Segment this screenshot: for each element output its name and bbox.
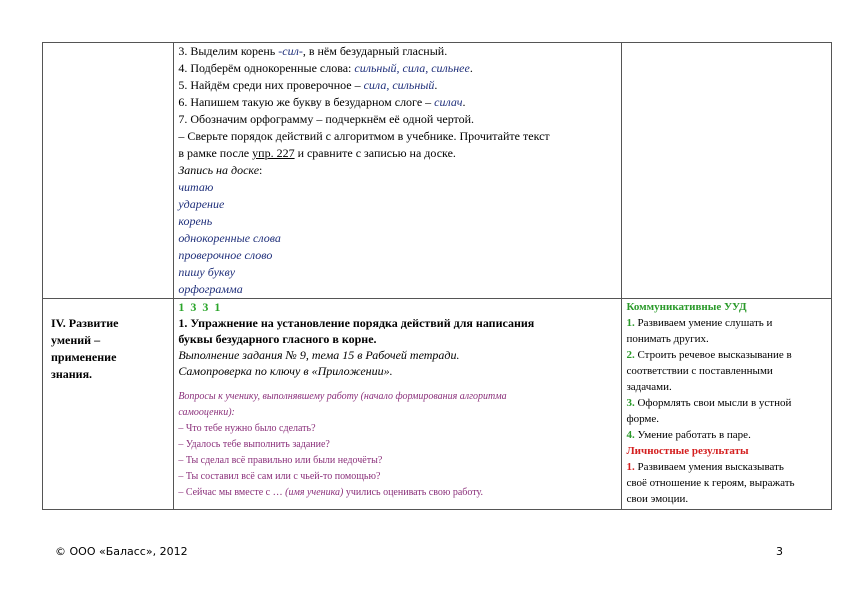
step-text: -сил- [278, 44, 303, 58]
board-item: пишу букву [178, 265, 236, 279]
item-text: форме. [626, 413, 660, 425]
step-line [178, 94, 617, 111]
task-title-line: буквы безударного гласного в корне. [178, 332, 377, 346]
step-text: . [462, 95, 466, 109]
step-text: 6. Напишем такую же букву в безударном слоге – [178, 95, 435, 109]
result-item [626, 395, 827, 427]
step-line [178, 145, 617, 162]
personal-results-list [626, 459, 827, 507]
result-line [626, 491, 827, 507]
result-line [626, 395, 827, 411]
item-text: Развиваем умение слушать и [634, 317, 773, 329]
result-line [626, 363, 827, 379]
item-text: соответствии с поставленными [626, 365, 773, 377]
lesson-table [42, 42, 832, 510]
step-text: . [434, 78, 438, 92]
stage-title [47, 299, 169, 383]
task-number: 3 [190, 300, 197, 314]
questions-block [178, 389, 617, 501]
table-row [43, 299, 832, 510]
task-desc-line: Выполнение задания № 9, тема 15 в Рабочей тетради. [178, 348, 460, 362]
item-number: 2. [626, 349, 635, 361]
uud-list [626, 315, 827, 443]
questions-intro-line: самооценки): [178, 407, 235, 418]
stage-line: знания. [51, 367, 93, 381]
step-text: сила, сильный [363, 78, 435, 92]
result-item [626, 459, 827, 507]
page-number: 3 [776, 545, 783, 558]
step-text: 5. Найдём среди них проверочное – [178, 78, 364, 92]
result-line [626, 427, 827, 443]
personal-results-title: Личностные результаты [626, 445, 749, 457]
step-text: , в нём безударный гласный. [302, 44, 448, 58]
step-text: упр. 227 [252, 146, 295, 160]
item-number: 1. [626, 461, 635, 473]
result-line [626, 411, 827, 427]
board-record-list [178, 179, 617, 298]
item-text: Оформлять свои мысли в устной [634, 397, 792, 409]
stage-cell [43, 43, 174, 299]
question-line: – Ты составил всё сам или с чьей-то помощью? [178, 471, 381, 482]
step-line [178, 128, 617, 145]
question-line [178, 485, 617, 501]
stage-line: умений – [51, 333, 101, 347]
step-text: сильный, сила, сильнее [354, 61, 470, 75]
result-item [626, 427, 827, 443]
student-name-placeholder: (имя ученика) [285, 487, 344, 498]
stage-cell [43, 299, 174, 510]
questions-intro [178, 389, 617, 421]
step-text: 3. Выделим корень [178, 44, 279, 58]
step-text: в рамке после [178, 146, 253, 160]
content-cell [174, 299, 622, 510]
task-description [178, 347, 617, 379]
questions-list [178, 421, 617, 485]
table-row [43, 43, 832, 299]
step-text: . [469, 61, 473, 75]
question-part: учились оценивать свою работу. [343, 487, 483, 498]
task-number: 1 [214, 300, 221, 314]
result-line [626, 315, 827, 331]
item-text: Строить речевое высказывание в [634, 349, 792, 361]
result-item [626, 315, 827, 347]
item-text: своё отношение к героям, выражать [626, 477, 795, 489]
stage-line: применение [51, 350, 117, 364]
task-title-line: 1. Упражнение на установление порядка действий для написания [178, 316, 535, 330]
item-number: 1. [626, 317, 635, 329]
item-text: задачами. [626, 381, 672, 393]
step-text: силач [434, 95, 463, 109]
result-item [626, 347, 827, 395]
item-text: Умение работать в паре. [634, 429, 751, 441]
result-line [626, 331, 827, 347]
item-text: Развиваем умения высказывать [634, 461, 784, 473]
copyright-footer: © ООО «Баласс», 2012 [55, 545, 188, 558]
content-cell [174, 43, 622, 299]
step-text: и сравните с записью на доске. [294, 146, 456, 160]
result-line [626, 379, 827, 395]
step-text: – Сверьте порядок действий с алгоритмом в учебнике. Прочитайте текст [178, 129, 550, 143]
question-line: – Что тебе нужно было сделать? [178, 423, 316, 434]
task-number: 3 [202, 300, 209, 314]
step-text: 7. Обозначим орфограмму – подчеркнём её одной чертой. [178, 112, 475, 126]
step-text: : [259, 163, 263, 177]
item-text: понимать других. [626, 333, 709, 345]
board-item: однокоренные слова [178, 231, 281, 245]
uud-cell [622, 299, 832, 510]
uud-title: Коммуникативные УУД [626, 301, 747, 313]
task-numbers [178, 299, 617, 315]
algorithm-steps [178, 43, 617, 179]
questions-intro-line: Вопросы к ученику, выполнявшему работу (начало формирования алгоритма [178, 391, 507, 402]
item-text: свои эмоции. [626, 493, 689, 505]
question-line: – Удалось тебе выполнить задание? [178, 439, 330, 450]
board-item: корень [178, 214, 213, 228]
task-desc-line: Самопроверка по ключу в «Приложении». [178, 364, 393, 378]
step-line [178, 162, 617, 179]
question-line: – Ты сделал всё правильно или были недочёты? [178, 455, 383, 466]
item-number: 3. [626, 397, 635, 409]
step-text: Запись на доске [178, 163, 260, 177]
task-number: 1 [178, 300, 185, 314]
board-item: ударение [178, 197, 225, 211]
item-number: 4. [626, 429, 635, 441]
step-text: 4. Подберём однокоренные слова: [178, 61, 355, 75]
result-line [626, 347, 827, 363]
board-item: проверочное слово [178, 248, 273, 262]
board-item: орфограмма [178, 282, 243, 296]
stage-line: IV. Развитие [51, 316, 119, 330]
board-item: читаю [178, 180, 214, 194]
step-line [178, 43, 617, 60]
step-line [178, 60, 617, 77]
step-line [178, 77, 617, 94]
step-line [178, 111, 617, 128]
task-title [178, 315, 617, 347]
result-line [626, 459, 827, 475]
uud-cell [622, 43, 832, 299]
question-part: – Сейчас мы вместе с … [178, 487, 286, 498]
result-line [626, 475, 827, 491]
